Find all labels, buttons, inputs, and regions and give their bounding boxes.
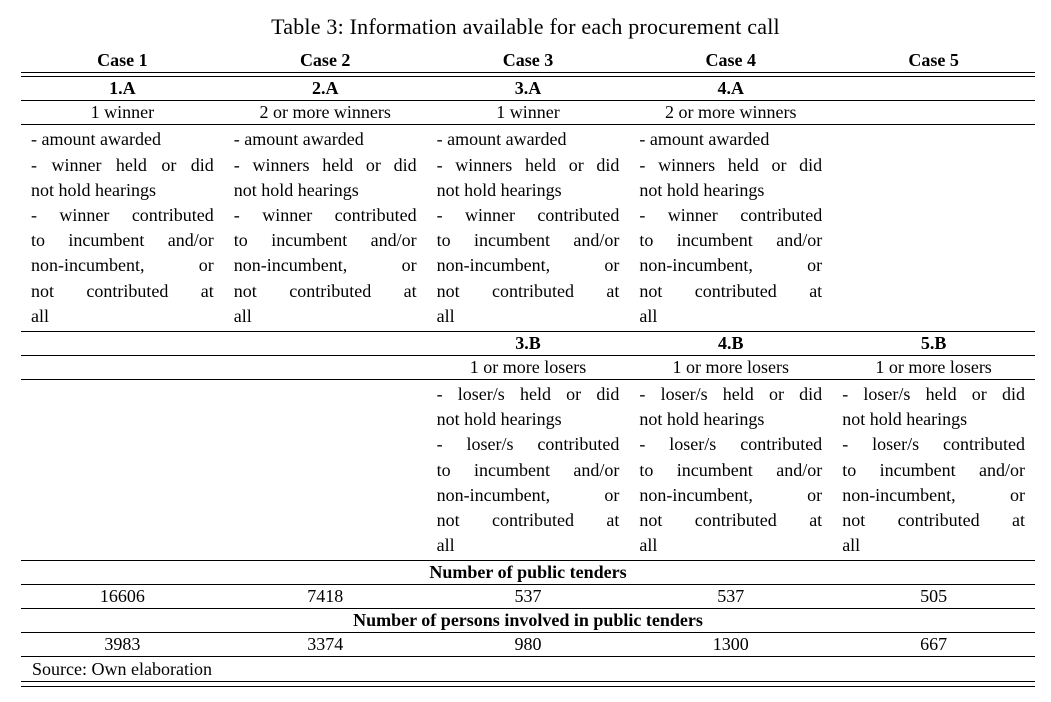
cell-line: non-incumbent, or	[639, 255, 823, 276]
cell-line: to incumbent and/or	[639, 459, 823, 480]
cell-line: non-incumbent, or	[639, 484, 823, 505]
cell-line: non-incumbent, or	[436, 255, 620, 276]
persons-values-row	[21, 633, 1035, 656]
sub-b-case-5: 1 or more losers	[875, 357, 992, 378]
cell-line: to incumbent and/or	[639, 230, 823, 251]
cell-line: - winners held or did	[233, 154, 417, 175]
tenders-case-3: 537	[514, 586, 542, 607]
sub-b-case-3: 1 or more losers	[469, 357, 587, 378]
cell-line: - amount awarded	[639, 129, 770, 150]
table-caption: Table 3: Information available for each procurement call	[271, 14, 780, 39]
cell-line: not hold hearings	[639, 179, 765, 200]
cell-line: all	[639, 535, 658, 556]
tenders-section-label: Number of public tenders	[429, 562, 627, 583]
label-4b: 4.B	[718, 333, 744, 354]
label-1a: 1.A	[109, 78, 136, 99]
persons-case-1: 3983	[104, 634, 141, 655]
cell-line: all	[436, 535, 455, 556]
persons-case-5: 667	[920, 634, 948, 655]
persons-case-3: 980	[514, 634, 542, 655]
label-3b: 3.B	[515, 333, 541, 354]
case-header-row	[21, 48, 1035, 72]
case-4-b-details	[629, 382, 832, 558]
cell-line: - winner held or did	[31, 154, 214, 175]
case-1-a-details	[21, 127, 224, 329]
case-3-header: Case 3	[502, 50, 554, 70]
section-a-label-row	[21, 77, 1035, 100]
cell-line: not contributed at	[436, 280, 620, 301]
section-a-body-row	[21, 125, 1035, 331]
cell-line: all	[842, 535, 861, 556]
case-4-a-details	[629, 127, 832, 329]
tenders-values-row	[21, 585, 1035, 608]
cell-line: - loser/s held or did	[639, 384, 823, 405]
section-a-sub-row	[21, 101, 1035, 124]
cell-line: not hold hearings	[436, 179, 562, 200]
cell-line: - amount awarded	[233, 129, 364, 150]
label-2a: 2.A	[311, 78, 339, 99]
tenders-case-2: 7418	[307, 586, 344, 607]
cell-line: not contributed at	[842, 510, 1025, 531]
cell-line: non-incumbent, or	[436, 484, 620, 505]
cell-line: not hold hearings	[842, 409, 968, 430]
cell-line: not hold hearings	[31, 179, 156, 200]
cell-line: - winners held or did	[639, 154, 823, 175]
cell-line: to incumbent and/or	[436, 230, 620, 251]
case-4-header: Case 4	[705, 50, 757, 70]
case-2-a-details	[224, 127, 427, 329]
label-2b-empty	[224, 332, 427, 355]
sub-case-5-empty	[832, 101, 1035, 124]
case-3-a-details	[427, 127, 630, 329]
sub-b-case-2-empty	[224, 356, 427, 379]
case-3-b-details	[427, 382, 630, 558]
cell-line: not contributed at	[639, 280, 823, 301]
case-5-b-details	[832, 382, 1035, 558]
persons-section-label: Number of persons involved in public tenders	[353, 610, 703, 631]
cell-line: - winner contributed	[31, 205, 214, 225]
tenders-case-5: 505	[920, 586, 948, 607]
sub-case-1: 1 winner	[90, 102, 155, 123]
cell-line: - loser/s contributed	[436, 434, 620, 455]
cell-line: non-incumbent, or	[842, 484, 1025, 505]
cell-line: - amount awarded	[31, 129, 161, 150]
cell-line: all	[233, 305, 252, 326]
sub-case-2: 2 or more winners	[259, 102, 391, 123]
tenders-case-4: 537	[717, 586, 745, 607]
cell-line: not contributed at	[436, 510, 620, 531]
case-2-header: Case 2	[299, 50, 351, 70]
source-note: Source: Own elaboration	[32, 659, 212, 680]
cell-line: not hold hearings	[436, 409, 562, 430]
label-4a: 4.A	[717, 78, 745, 99]
cell-line: to incumbent and/or	[233, 230, 417, 251]
label-5b: 5.B	[920, 333, 947, 354]
cell-line: not contributed at	[233, 280, 417, 301]
case-1-header: Case 1	[97, 50, 148, 70]
cell-line: not contributed at	[639, 510, 823, 531]
cell-line: - loser/s contributed	[842, 434, 1025, 455]
cell-line: all	[639, 305, 658, 326]
sub-b-case-1-empty	[21, 356, 224, 379]
cell-line: not hold hearings	[639, 409, 765, 430]
cell-line: - loser/s contributed	[639, 434, 823, 455]
cell-line: all	[31, 305, 49, 326]
cell-line: all	[436, 305, 455, 326]
section-b-sub-row	[21, 356, 1035, 379]
double-rule-bottom	[21, 681, 1035, 686]
section-b-body-row	[21, 380, 1035, 560]
cell-line: - loser/s held or did	[436, 384, 620, 405]
cell-line: to incumbent and/or	[436, 459, 620, 480]
label-5a-empty	[832, 77, 1035, 100]
sub-b-case-4: 1 or more losers	[672, 357, 790, 378]
sub-case-3: 1 winner	[496, 102, 560, 123]
procurement-table	[21, 48, 1035, 687]
cell-line: not hold hearings	[233, 179, 359, 200]
cell-line: - winners held or did	[436, 154, 620, 175]
sub-case-4: 2 or more winners	[665, 102, 797, 123]
cell-line: - winner contributed	[436, 205, 620, 225]
cell-line: not contributed at	[31, 280, 214, 301]
cell-line: non-incumbent, or	[233, 255, 417, 276]
tenders-case-1: 16606	[99, 586, 145, 607]
section-b-label-row	[21, 332, 1035, 355]
cell-line: - amount awarded	[436, 129, 567, 150]
label-3a: 3.A	[514, 78, 542, 99]
cell-line: to incumbent and/or	[31, 230, 214, 251]
persons-case-2: 3374	[307, 634, 344, 655]
cell-line: - winner contributed	[233, 205, 417, 225]
persons-case-4: 1300	[712, 634, 749, 655]
cell-line: - winner contributed	[639, 205, 823, 225]
cell-line: - loser/s held or did	[842, 384, 1025, 405]
case-5-header: Case 5	[908, 50, 959, 70]
cell-line: non-incumbent, or	[31, 255, 214, 276]
label-1b-empty	[21, 332, 224, 355]
cell-line: to incumbent and/or	[842, 459, 1025, 480]
